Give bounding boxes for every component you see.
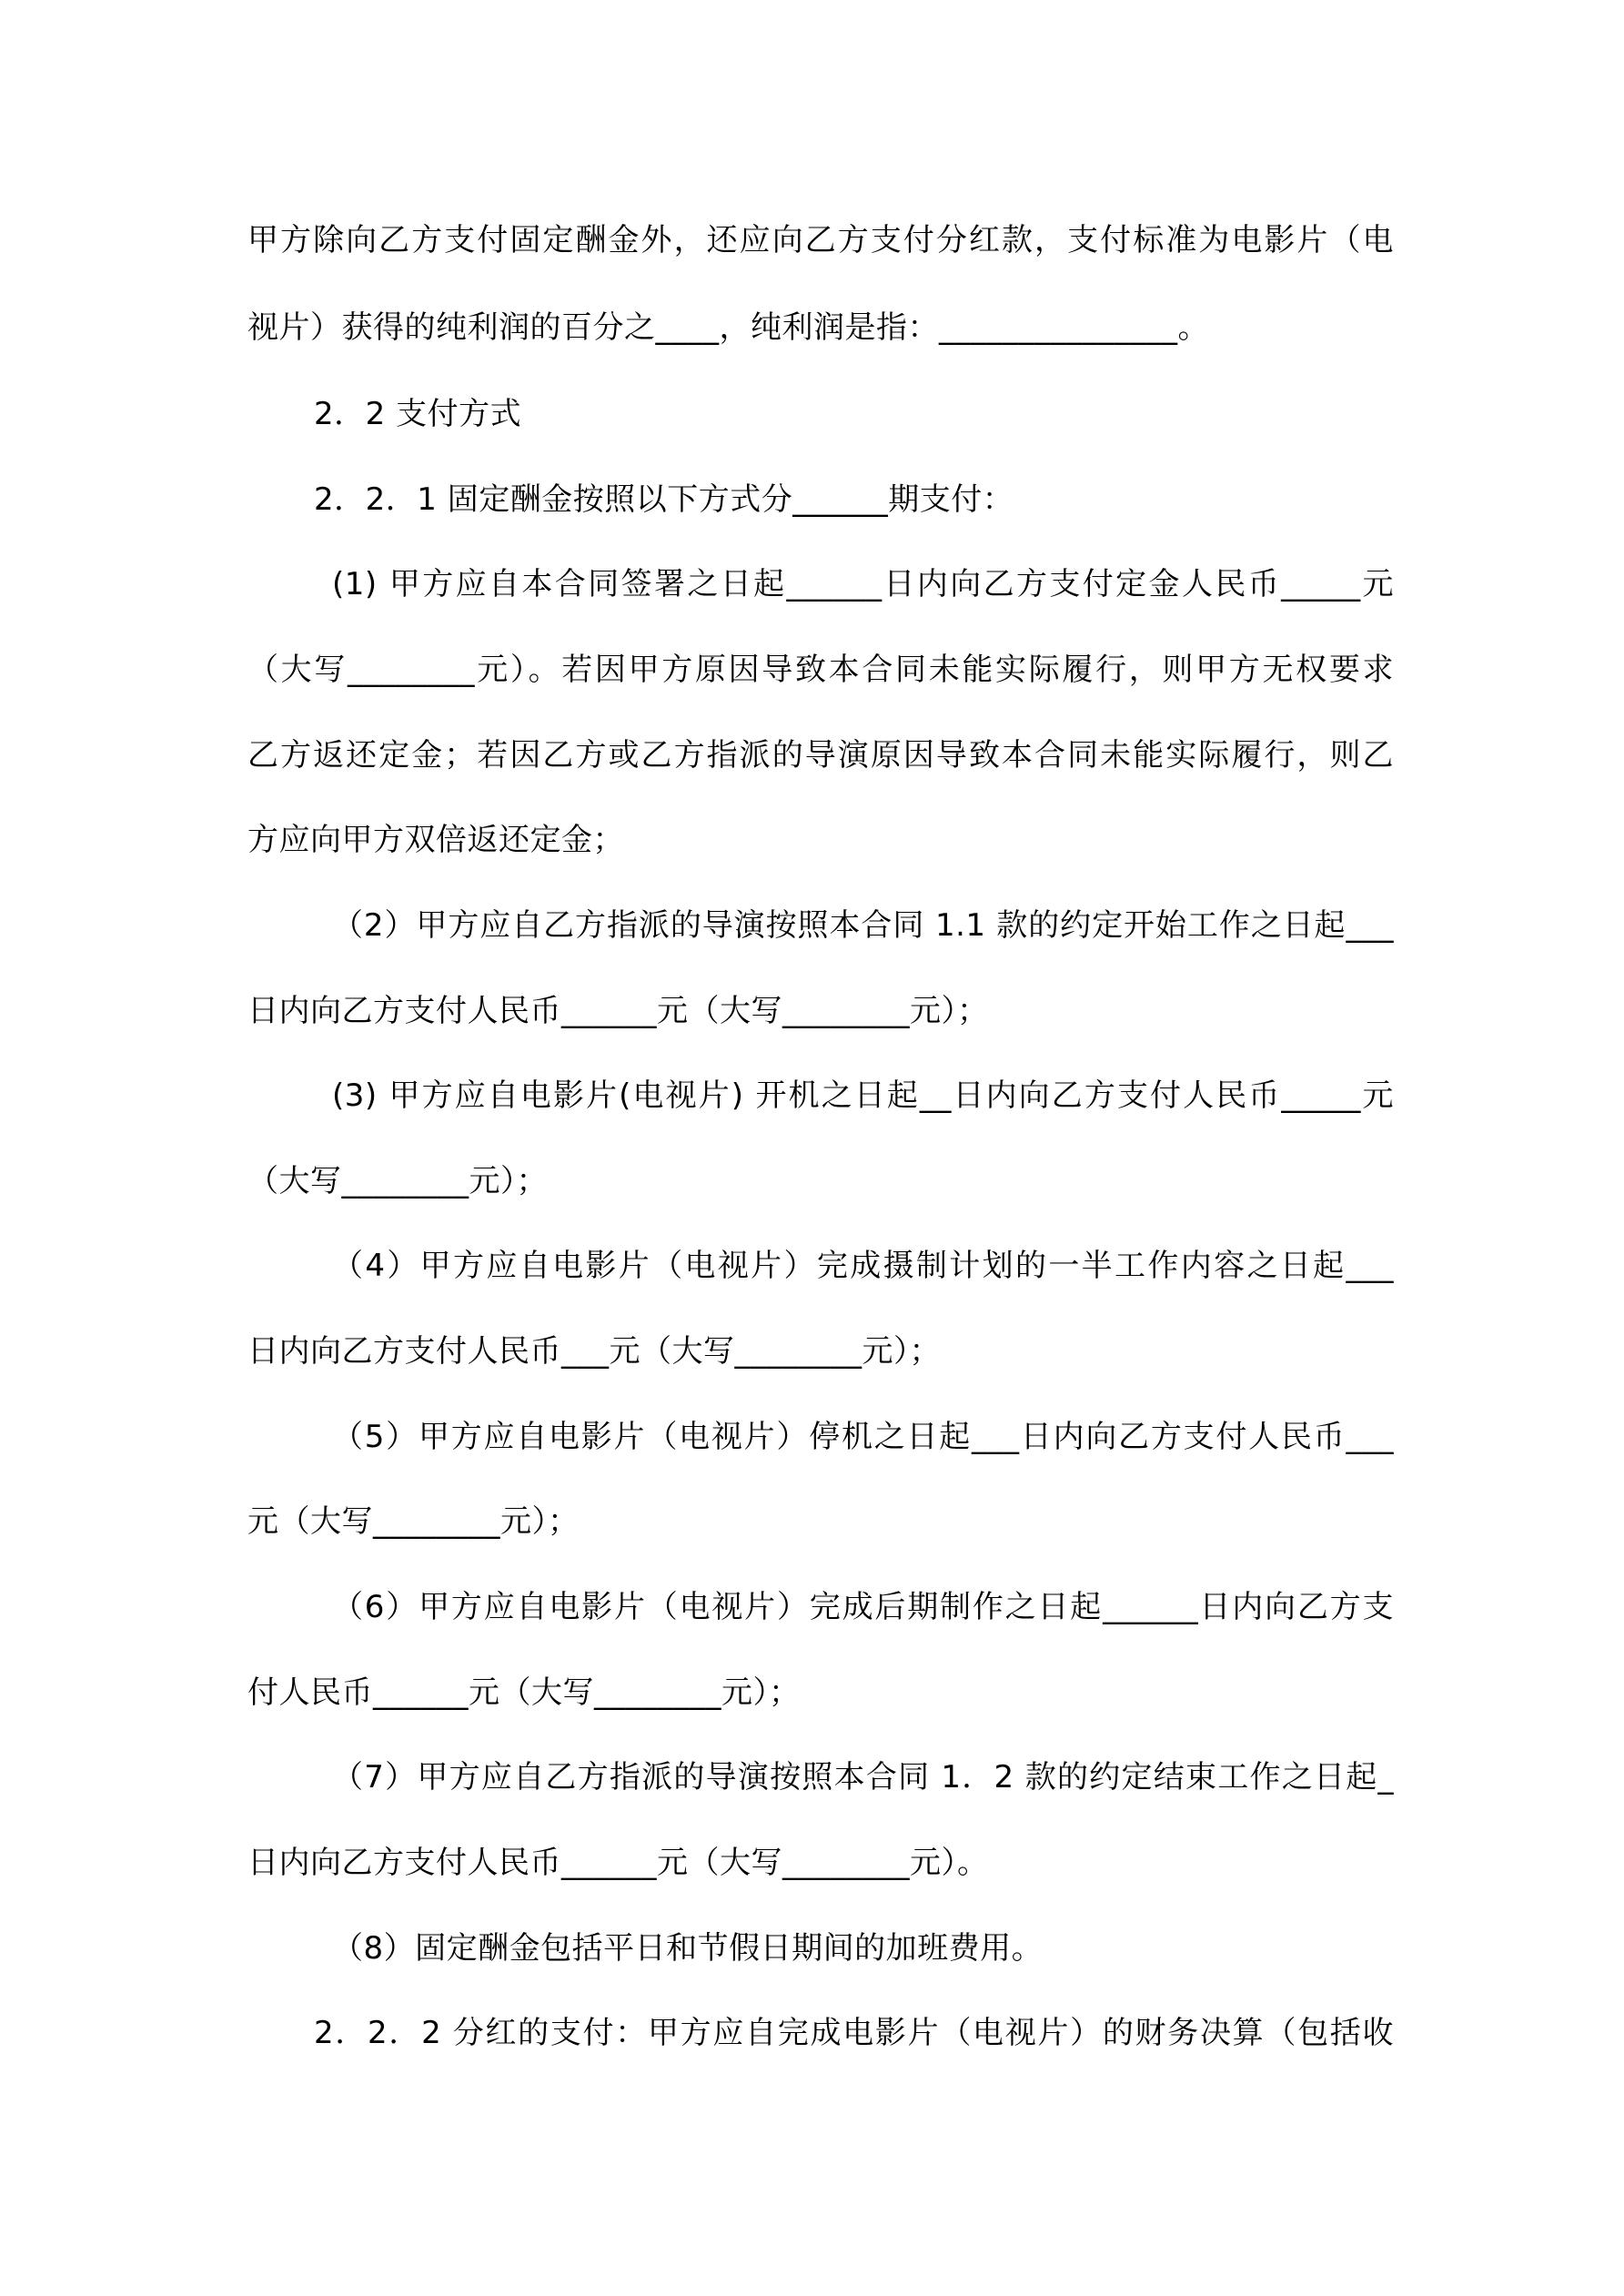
- item-2-line-1: （2）甲方应自乙方指派的导演按照本合同 1.1 款的约定开始工作之日起___: [332, 907, 1394, 944]
- clause-2-2-2-line-1: 2．2．2 分红的支付：甲方应自完成电影片（电视片）的财务决算（包括收: [314, 2015, 1394, 2051]
- section-heading-2-2: 2．2 支付方式: [314, 396, 522, 432]
- item-7-line-1: （7）甲方应自乙方指派的导演按照本合同 1．2 款的约定结束工作之日起_: [332, 1759, 1394, 1795]
- clause-2-2-1: 2．2．1 固定酬金按照以下方式分______期支付：: [314, 481, 1014, 518]
- item-1-line-1: (1) 甲方应自本合同签署之日起______日内向乙方支付定金人民币_____元: [332, 566, 1394, 602]
- paragraph-line-2: 视片）获得的纯利润的百分之____，纯利润是指：_______________。: [247, 309, 1209, 346]
- item-7-line-2: 日内向乙方支付人民币______元（大写________元）。: [247, 1845, 989, 1881]
- item-1-line-4: 方应向甲方双倍返还定金；: [247, 822, 624, 858]
- item-6-line-2: 付人民币______元（大写________元）；: [247, 1674, 801, 1711]
- item-6-line-1: （6）甲方应自电影片（电视片）完成后期制作之日起______日内向乙方支: [332, 1589, 1394, 1625]
- item-4-line-1: （4）甲方应自电影片（电视片）完成摄制计划的一半工作内容之日起___: [332, 1248, 1394, 1284]
- item-3-line-1: (3) 甲方应自电影片(电视片) 开机之日起__日内向乙方支付人民币_____元: [332, 1077, 1394, 1114]
- item-8-line-1: （8）固定酬金包括平日和节假日期间的加班费用。: [332, 1930, 1044, 1967]
- item-4-line-2: 日内向乙方支付人民币___元（大写________元）；: [247, 1333, 941, 1370]
- item-2-line-2: 日内向乙方支付人民币______元（大写________元）；: [247, 993, 989, 1029]
- item-1-line-3: 乙方返还定金；若因乙方或乙方指派的导演原因导致本合同未能实际履行，则乙: [247, 737, 1394, 774]
- item-1-line-2: （大写________元）。若因甲方原因导致本合同未能实际履行，则甲方无权要求: [247, 652, 1394, 688]
- item-5-line-1: （5）甲方应自电影片（电视片）停机之日起___日内向乙方支付人民币___: [332, 1419, 1394, 1455]
- item-5-line-2: 元（大写________元）；: [247, 1503, 580, 1540]
- paragraph-line-1: 甲方除向乙方支付固定酬金外，还应向乙方支付分红款，支付标准为电影片（电: [247, 222, 1394, 258]
- item-3-line-2: （大写________元）；: [247, 1163, 548, 1199]
